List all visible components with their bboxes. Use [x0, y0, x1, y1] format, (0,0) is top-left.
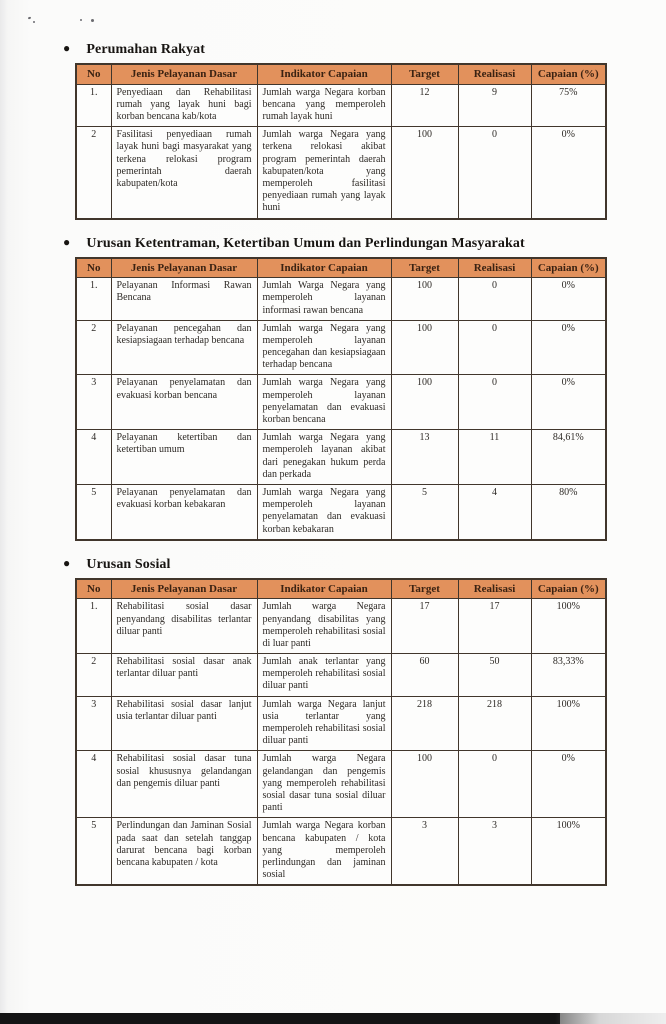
scan-edge-bar-fade	[555, 1013, 666, 1024]
cell-target: 100	[391, 127, 458, 219]
column-header: Capaian (%)	[531, 64, 606, 84]
cell-no: 1.	[76, 84, 111, 127]
column-header: Capaian (%)	[531, 579, 606, 599]
cell-capaian: 0%	[531, 127, 606, 219]
column-header: Indikator Capaian	[257, 258, 391, 278]
cell-capaian: 75%	[531, 84, 606, 127]
cell-target: 100	[391, 375, 458, 430]
column-header: No	[76, 64, 111, 84]
table-row	[76, 430, 606, 485]
cell-no: 3	[76, 696, 111, 751]
scan-edge-bar	[0, 1013, 560, 1024]
cell-indikator: Jumlah anak terlantar yang memperoleh rehabilitasi sosial diluar panti	[257, 654, 391, 697]
cell-realisasi: 9	[458, 84, 531, 127]
section-heading	[63, 236, 605, 252]
cell-capaian: 100%	[531, 696, 606, 751]
cell-realisasi: 11	[458, 430, 531, 485]
cell-indikator: Jumlah warga Negara yang terkena relokasi akibat program pemerintah daerah kabupaten/kota yang memperoleh fasilitasi penyediaan rumah yang layak huni	[257, 127, 391, 219]
cell-target: 100	[391, 751, 458, 818]
service-standard-table	[75, 257, 607, 541]
table-row	[76, 599, 606, 654]
handwritten-scan-marks	[28, 16, 98, 26]
service-standard-table	[75, 578, 607, 887]
table-row	[76, 84, 606, 127]
cell-jenis: Rehabilitasi sosial dasar anak terlantar diluar panti	[111, 654, 257, 697]
bullet-icon: ●	[63, 41, 71, 55]
column-header: Target	[391, 64, 458, 84]
section-heading	[63, 42, 605, 58]
cell-no: 1.	[76, 278, 111, 321]
cell-target: 60	[391, 654, 458, 697]
column-header: Capaian (%)	[531, 258, 606, 278]
cell-jenis: Pelayanan penyelamatan dan evakuasi korban kebakaran	[111, 484, 257, 539]
table-row	[76, 751, 606, 818]
cell-no: 5	[76, 484, 111, 539]
cell-realisasi: 0	[458, 127, 531, 219]
table-row	[76, 278, 606, 321]
section-ketentraman-ketertiban	[61, 236, 605, 541]
column-header: Jenis Pelayanan Dasar	[111, 258, 257, 278]
cell-jenis: Pelayanan ketertiban dan ketertiban umum	[111, 430, 257, 485]
cell-capaian: 0%	[531, 320, 606, 375]
cell-no: 4	[76, 751, 111, 818]
table-row	[76, 375, 606, 430]
cell-jenis: Perlindungan dan Jaminan Sosial pada saat dan setelah tanggap darurat bencana bagi korban bencana kabupaten / kota	[111, 818, 257, 885]
cell-target: 17	[391, 599, 458, 654]
cell-indikator: Jumlah warga Negara yang memperoleh layanan akibat dari penegakan hukum perda dan perkada	[257, 430, 391, 485]
cell-jenis: Pelayanan pencegahan dan kesiapsiagaan terhadap bencana	[111, 320, 257, 375]
cell-capaian: 100%	[531, 818, 606, 885]
cell-capaian: 84,61%	[531, 430, 606, 485]
cell-jenis: Rehabilitasi sosial dasar lanjut usia terlantar diluar panti	[111, 696, 257, 751]
table-row	[76, 818, 606, 885]
cell-indikator: Jumlah warga Negara penyandang disabilitas yang memperoleh rehabilitasi sosial di luar panti	[257, 599, 391, 654]
cell-target: 100	[391, 278, 458, 321]
cell-jenis: Rehabilitasi sosial dasar penyandang disabilitas terlantar diluar panti	[111, 599, 257, 654]
cell-realisasi: 50	[458, 654, 531, 697]
cell-target: 13	[391, 430, 458, 485]
cell-realisasi: 0	[458, 320, 531, 375]
cell-realisasi: 0	[458, 751, 531, 818]
cell-indikator: Jumlah Warga Negara yang memperoleh layanan informasi rawan bencana	[257, 278, 391, 321]
cell-realisasi: 17	[458, 599, 531, 654]
cell-no: 4	[76, 430, 111, 485]
cell-target: 218	[391, 696, 458, 751]
table-header-row	[76, 579, 606, 599]
column-header: No	[76, 258, 111, 278]
section-title: Urusan Sosial	[86, 556, 171, 572]
cell-capaian: 80%	[531, 484, 606, 539]
cell-realisasi: 4	[458, 484, 531, 539]
cell-indikator: Jumlah warga Negara lanjut usia terlantar yang memperoleh rehabilitasi sosial diluar panti	[257, 696, 391, 751]
cell-capaian: 0%	[531, 278, 606, 321]
cell-no: 2	[76, 127, 111, 219]
cell-indikator: Jumlah warga Negara korban bencana kabupaten / kota yang memperoleh perlindungan dan jaminan sosial	[257, 818, 391, 885]
table-row	[76, 654, 606, 697]
cell-target: 12	[391, 84, 458, 127]
table-row	[76, 127, 606, 219]
column-header: Realisasi	[458, 258, 531, 278]
column-header: Realisasi	[458, 64, 531, 84]
cell-indikator: Jumlah warga Negara yang memperoleh layanan penyelamatan dan evakuasi korban bencana	[257, 375, 391, 430]
table-header-row	[76, 258, 606, 278]
section-title: Urusan Ketentraman, Ketertiban Umum dan Perlindungan Masyarakat	[86, 235, 525, 251]
cell-target: 3	[391, 818, 458, 885]
cell-jenis: Penyediaan dan Rehabilitasi rumah yang layak huni bagi korban bencana kab/kota	[111, 84, 257, 127]
column-header: Jenis Pelayanan Dasar	[111, 579, 257, 599]
column-header: Jenis Pelayanan Dasar	[111, 64, 257, 84]
cell-jenis: Fasilitasi penyediaan rumah layak huni bagi masyarakat yang terkena relokasi program pemerintah daerah kabupaten/kota	[111, 127, 257, 219]
cell-jenis: Pelayanan Informasi Rawan Bencana	[111, 278, 257, 321]
cell-realisasi: 218	[458, 696, 531, 751]
cell-capaian: 0%	[531, 375, 606, 430]
bullet-icon: ●	[63, 234, 71, 249]
cell-no: 1.	[76, 599, 111, 654]
cell-realisasi: 3	[458, 818, 531, 885]
table-row	[76, 484, 606, 539]
cell-no: 3	[76, 375, 111, 430]
cell-indikator: Jumlah warga Negara gelandangan dan pengemis yang memperoleh rehabilitasi sosial dasar tuna sosial diluar panti	[257, 751, 391, 818]
service-standard-table	[75, 63, 607, 220]
table-row	[76, 320, 606, 375]
column-header: Indikator Capaian	[257, 579, 391, 599]
cell-jenis: Rehabilitasi sosial dasar tuna sosial khususnya gelandangan dan pengemis diluar panti	[111, 751, 257, 818]
cell-no: 2	[76, 654, 111, 697]
cell-indikator: Jumlah warga Negara yang memperoleh layanan penyelamatan dan evakuasi korban kebakaran	[257, 484, 391, 539]
cell-capaian: 0%	[531, 751, 606, 818]
column-header: Realisasi	[458, 579, 531, 599]
cell-no: 2	[76, 320, 111, 375]
table-header-row	[76, 64, 606, 84]
section-urusan-sosial	[61, 557, 605, 887]
column-header: Indikator Capaian	[257, 64, 391, 84]
table-row	[76, 696, 606, 751]
cell-target: 5	[391, 484, 458, 539]
section-title: Perumahan Rakyat	[86, 42, 206, 57]
bullet-icon: ●	[63, 555, 71, 570]
column-header: No	[76, 579, 111, 599]
cell-indikator: Jumlah warga Negara yang memperoleh layanan pencegahan dan kesiapsiagaan terhadap bencana	[257, 320, 391, 375]
cell-realisasi: 0	[458, 278, 531, 321]
cell-indikator: Jumlah warga Negara korban bencana yang memperoleh rumah layak huni	[257, 84, 391, 127]
cell-no: 5	[76, 818, 111, 885]
cell-capaian: 100%	[531, 599, 606, 654]
cell-capaian: 83,33%	[531, 654, 606, 697]
column-header: Target	[391, 258, 458, 278]
section-heading	[63, 557, 605, 573]
cell-jenis: Pelayanan penyelamatan dan evakuasi korban bencana	[111, 375, 257, 430]
cell-target: 100	[391, 320, 458, 375]
section-perumahan-rakyat	[61, 42, 605, 220]
cell-realisasi: 0	[458, 375, 531, 430]
column-header: Target	[391, 579, 458, 599]
